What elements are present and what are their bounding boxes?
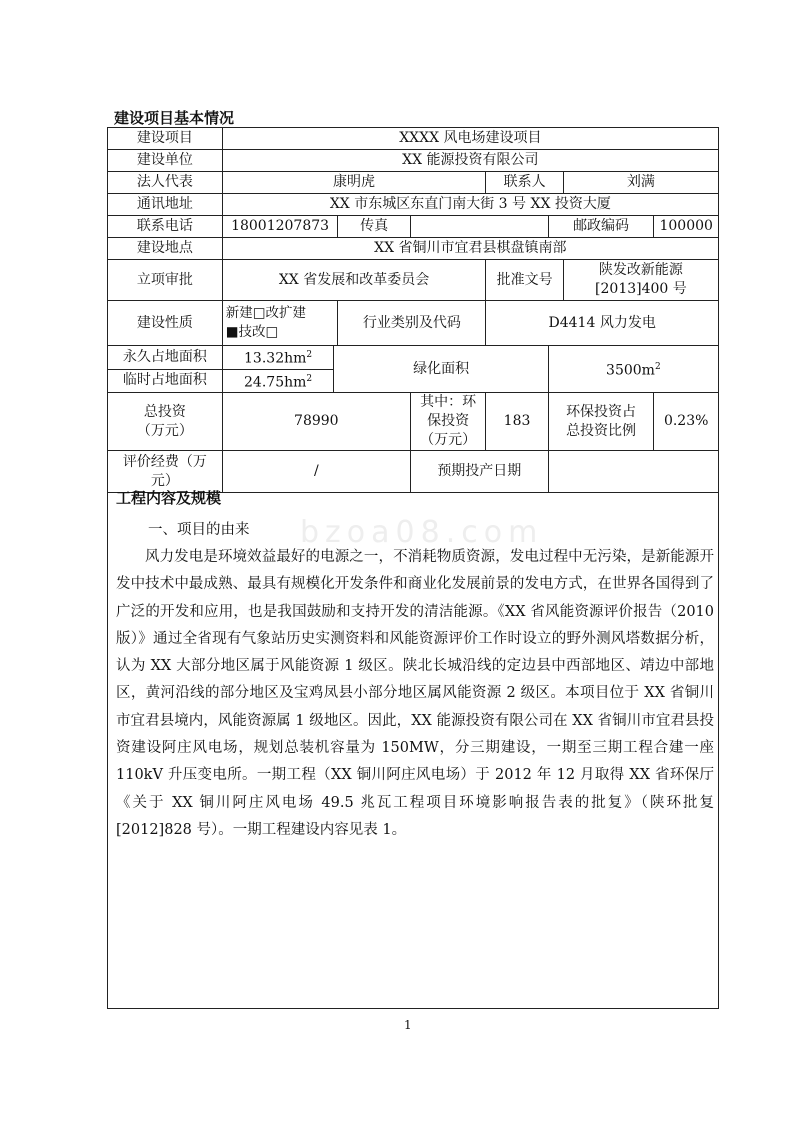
project-info-table [107,127,719,493]
content-paragraph: 风力发电是环境效益最好的电源之一，不消耗物质资源，发电过程中无污染，是新能源开发中技术中最成熟、最具有规模化开发条件和商业化发展前景的发电方式，在世界各国得到了广泛的开发和应用，也是我国鼓励和支持开发的清洁能源。《XX 省风能资源评价报告（2010 版）》通过全省现有气象站历史实测资料和风能资源评价工作时设立的野外测风塔数据分析，认为 XX 大部分地区属于风能资源 1 级区。陕北长城沿线的定边县中西部地区、靖边中部地区，黄河沿线的部分地区及宝鸡凤县小部分地区属风能资源 2 级区。本项目位于 XX 省铜川市宜君县境内，风能资源属 1 级地区。因此，XX 能源投资有限公司在 XX 省铜川市宜君县投资建设阿庄风电场，规划总装机容量为 150MW，分三期建设，一期至三期工程合建一座 110kV 升压变电所。一期工程（XX 铜川阿庄风电场）于 2012 年 12 月取得 XX 省环保厅《关于 XX 铜川阿庄风电场 49.5 兆瓦工程项目环境影响报告表的批复》（陕环批复[2012]828 号）。一期工程建设内容见表 1。 [116,549,714,838]
approval-doc-line-2: [2013]400 号 [595,281,687,297]
legal-rep-value: 康明虎 [222,172,486,194]
watermark: bzoa08.com [300,515,544,550]
fax-label: 传真 [338,216,410,238]
env-investment-line-2: （万元） [420,432,477,449]
total-investment-value: 78990 [222,393,410,451]
unit-value: XX 能源投资有限公司 [222,150,718,172]
ratio-value: 0.23% [654,393,719,451]
postcode-value: 100000 [654,216,719,238]
section-title: 建设项目基本情况 [114,109,235,127]
contact-value: 刘满 [563,172,718,194]
ratio-label [548,393,654,451]
approval-value: XX 省发展和改革委员会 [222,260,486,301]
perm-area-label: 永久占地面积 [108,346,223,370]
perm-area-sup: 2 [306,350,313,360]
fee-value: / [222,451,410,493]
page-number: 1 [404,1018,412,1032]
env-investment-label [410,393,485,451]
fax-value [410,216,548,238]
temp-area-sup: 2 [306,373,313,384]
total-investment-line-2: （万元） [136,422,193,439]
temp-area-value: $24.75hm^2$ [222,369,334,393]
approval-doc-label: 批准文号 [486,260,563,301]
project-value: XXXX 风电场建设项目 [222,128,718,150]
production-date-label: 预期投产日期 [410,451,548,493]
ratio-line-2: 总投资比例 [566,422,637,439]
content-subtitle: 一、项目的由来 [148,522,250,538]
env-investment-value: 183 [486,393,548,451]
green-sup: 2 [654,361,661,372]
content-title: 工程内容及规模 [116,489,222,507]
industry-label: 行业类别及代码 [338,301,486,346]
project-content-section [107,484,719,1009]
fee-line-2: 元） [150,472,179,489]
industry-value: D4414 风力发电 [486,301,719,346]
approval-label: 立项审批 [108,260,223,301]
address-label: 通讯地址 [108,194,223,216]
total-investment-label [108,393,223,451]
legal-rep-label: 法人代表 [108,172,223,194]
address-value: XX 市东城区东直门南大街 3 号 XX 投资大厦 [222,194,718,216]
project-label: 建设项目 [108,128,223,150]
site-value: XX 省铜川市宜君县棋盘镇南部 [222,238,718,260]
site-label: 建设地点 [108,238,223,260]
env-investment-line-1: 其中：环保投资 [420,394,477,430]
phone-label: 联系电话 [108,216,223,238]
perm-area-value: $13.32hm^2$ [222,346,334,370]
fee-line-1: 评价经费（万 [122,453,207,470]
total-investment-line-1: 总投资 [143,403,186,420]
contact-label: 联系人 [486,172,563,194]
approval-doc-line-1: 陕发改新能源 [598,262,683,278]
postcode-label: 邮政编码 [548,216,654,238]
nature-line-2: ■技改□ [225,324,279,340]
green-label: 绿化面积 [334,346,548,393]
approval-doc-value [563,260,718,301]
nature-label: 建设性质 [108,301,223,346]
temp-area-label: 临时占地面积 [108,369,223,393]
nature-value [222,301,338,346]
nature-line-1: 新建□改扩建 [225,305,306,321]
phone-value: 18001207873 [222,216,338,238]
ratio-line-1: 环保投资占 [566,403,637,420]
unit-label: 建设单位 [108,150,223,172]
green-value: $3500m^2$ [548,346,718,393]
